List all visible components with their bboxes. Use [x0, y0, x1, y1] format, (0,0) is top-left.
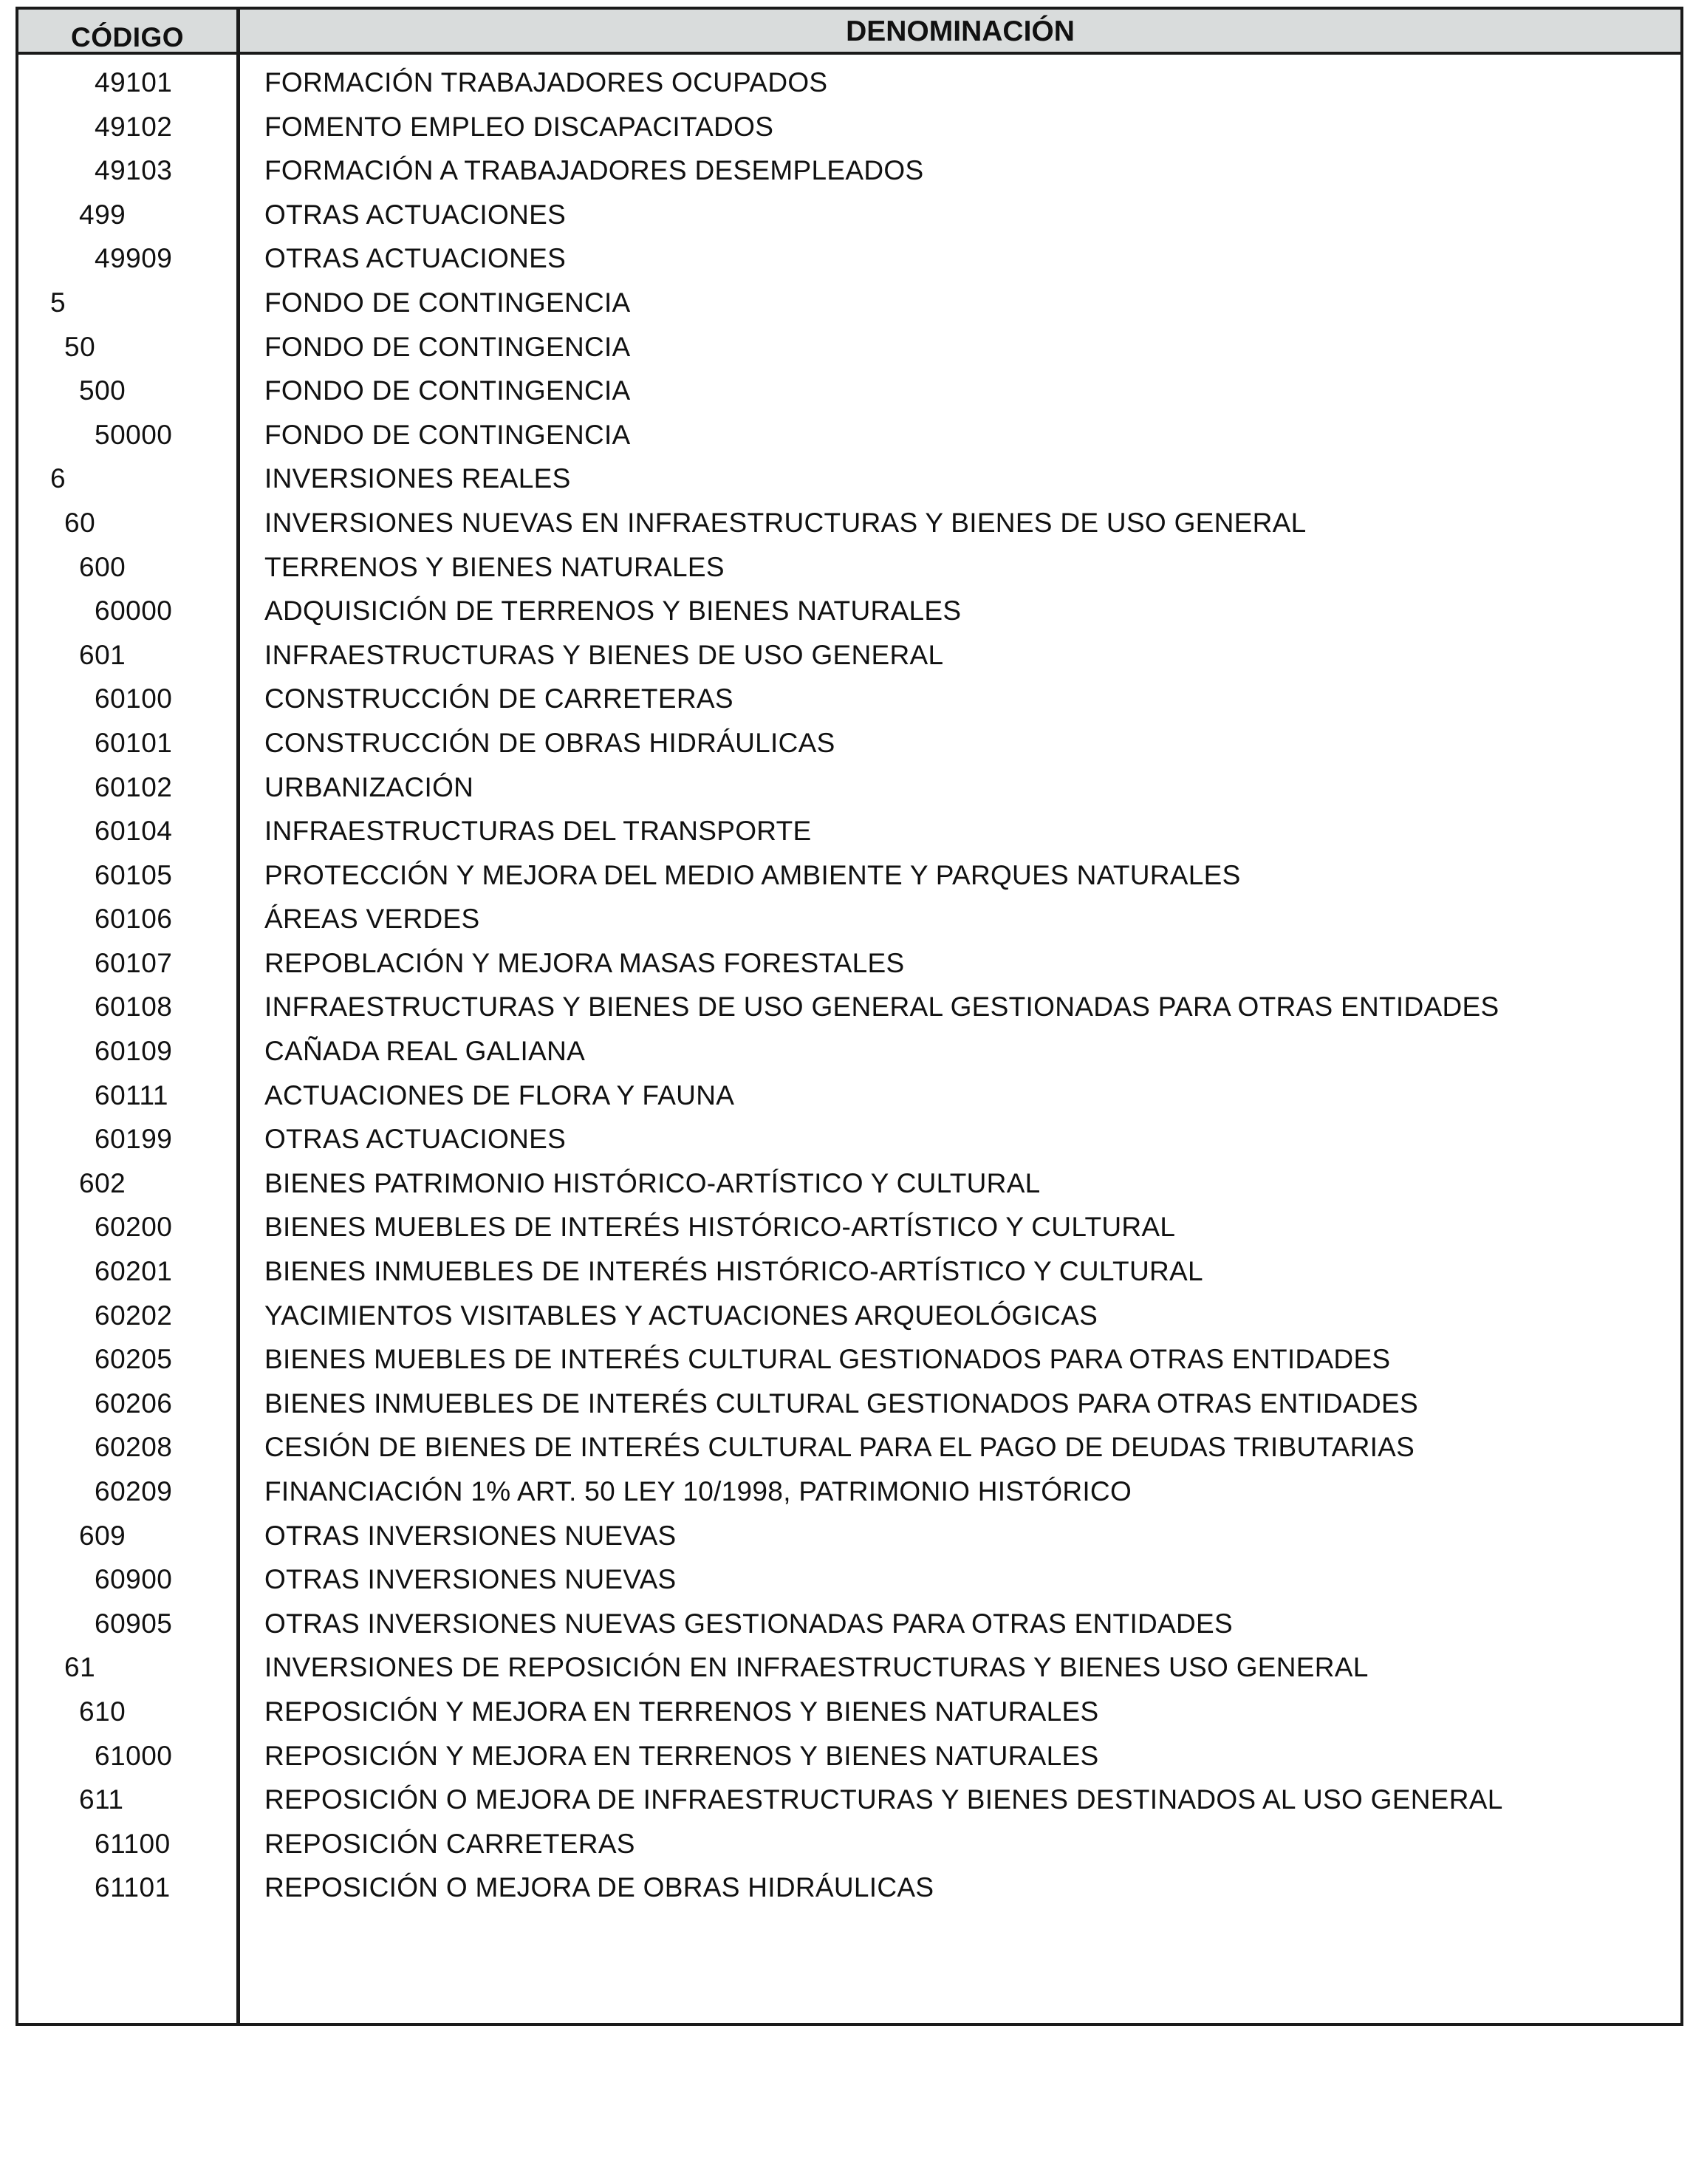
header-name: DENOMINACIÓN	[846, 16, 1075, 47]
row-code: 5	[50, 287, 66, 318]
row-denomination: FINANCIACIÓN 1% ART. 50 LEY 10/1998, PATRIMONIO HISTÓRICO	[264, 1476, 1132, 1506]
table-row	[18, 1639, 1680, 1684]
table-row	[18, 1243, 1680, 1288]
budget-code-table	[16, 7, 1683, 2026]
row-denomination: FORMACIÓN A TRABAJADORES DESEMPLEADOS	[264, 155, 924, 186]
table-row	[18, 1023, 1680, 1068]
table-row	[18, 143, 1680, 187]
row-code: 60106	[95, 904, 173, 935]
row-denomination: REPOSICIÓN O MEJORA DE INFRAESTRUCTURAS Y BIENES DESTINADOS AL USO GENERAL	[264, 1784, 1503, 1815]
row-denomination: PROTECCIÓN Y MEJORA DEL MEDIO AMBIENTE Y PARQUES NATURALES	[264, 859, 1241, 890]
row-denomination: ACTUACIONES DE FLORA Y FAUNA	[264, 1079, 735, 1110]
table-row	[18, 1684, 1680, 1728]
row-code: 60201	[95, 1256, 173, 1287]
table-row	[18, 627, 1680, 672]
row-code: 49102	[95, 111, 173, 142]
row-code: 60209	[95, 1476, 173, 1506]
row-code: 60208	[95, 1432, 173, 1463]
row-code: 60900	[95, 1564, 173, 1595]
table-row	[18, 847, 1680, 892]
row-code: 50000	[95, 419, 173, 450]
table-row	[18, 1860, 1680, 1904]
table-header	[18, 10, 1680, 55]
table-row	[18, 1419, 1680, 1464]
table-row	[18, 451, 1680, 495]
table-row	[18, 363, 1680, 407]
row-code: 60107	[95, 947, 173, 978]
row-denomination: CAÑADA REAL GALIANA	[264, 1036, 586, 1067]
row-denomination: ÁREAS VERDES	[264, 904, 480, 935]
row-denomination: INFRAESTRUCTURAS Y BIENES DE USO GENERAL	[264, 639, 944, 670]
row-code: 60108	[95, 992, 173, 1023]
row-code: 60199	[95, 1124, 173, 1155]
row-code: 60205	[95, 1344, 173, 1375]
table-row	[18, 1376, 1680, 1420]
table-row	[18, 1552, 1680, 1596]
row-denomination: REPOSICIÓN CARRETERAS	[264, 1828, 635, 1859]
table-row	[18, 99, 1680, 143]
row-code: 60206	[95, 1388, 173, 1419]
row-denomination: BIENES INMUEBLES DE INTERÉS HISTÓRICO-ARTÍSTICO Y CULTURAL	[264, 1256, 1203, 1287]
row-code: 60111	[95, 1079, 168, 1110]
row-denomination: FONDO DE CONTINGENCIA	[264, 419, 631, 450]
row-denomination: INVERSIONES DE REPOSICIÓN EN INFRAESTRUCTURAS Y BIENES USO GENERAL	[264, 1652, 1369, 1683]
row-denomination: ADQUISICIÓN DE TERRENOS Y BIENES NATURALES	[264, 596, 962, 627]
row-code: 600	[79, 551, 126, 582]
row-code: 499	[79, 199, 126, 230]
row-code: 61100	[95, 1828, 171, 1859]
row-denomination: REPOBLACIÓN Y MEJORA MASAS FORESTALES	[264, 947, 905, 978]
row-denomination: FOMENTO EMPLEO DISCAPACITADOS	[264, 111, 774, 142]
row-code: 50	[64, 331, 96, 362]
row-denomination: OTRAS INVERSIONES NUEVAS GESTIONADAS PARA OTRAS ENTIDADES	[264, 1608, 1233, 1639]
row-denomination: CESIÓN DE BIENES DE INTERÉS CULTURAL PARA EL PAGO DE DEUDAS TRIBUTARIAS	[264, 1432, 1415, 1463]
row-denomination: BIENES MUEBLES DE INTERÉS HISTÓRICO-ARTÍSTICO Y CULTURAL	[264, 1212, 1176, 1243]
row-code: 49909	[95, 243, 173, 274]
row-denomination: OTRAS INVERSIONES NUEVAS	[264, 1564, 677, 1595]
row-denomination: TERRENOS Y BIENES NATURALES	[264, 551, 725, 582]
row-code: 611	[79, 1784, 124, 1815]
row-denomination: REPOSICIÓN Y MEJORA EN TERRENOS Y BIENES NATURALES	[264, 1696, 1099, 1727]
row-denomination: BIENES PATRIMONIO HISTÓRICO-ARTÍSTICO Y CULTURAL	[264, 1167, 1041, 1198]
row-denomination: OTRAS ACTUACIONES	[264, 199, 567, 230]
row-denomination: CONSTRUCCIÓN DE OBRAS HIDRÁULICAS	[264, 727, 835, 758]
table-row	[18, 539, 1680, 584]
row-denomination: OTRAS ACTUACIONES	[264, 243, 567, 274]
row-code: 60105	[95, 859, 173, 890]
table-row	[18, 55, 1680, 99]
row-denomination: FONDO DE CONTINGENCIA	[264, 331, 631, 362]
row-denomination: FORMACIÓN TRABAJADORES OCUPADOS	[264, 67, 828, 98]
row-denomination: OTRAS INVERSIONES NUEVAS	[264, 1520, 677, 1551]
table-row	[18, 583, 1680, 627]
table-row	[18, 1816, 1680, 1860]
table-body	[18, 55, 1680, 1904]
table-row	[18, 715, 1680, 760]
row-code: 60102	[95, 771, 173, 802]
table-row	[18, 891, 1680, 935]
row-denomination: REPOSICIÓN Y MEJORA EN TERRENOS Y BIENES NATURALES	[264, 1740, 1099, 1771]
row-code: 60	[64, 507, 96, 538]
row-code: 602	[79, 1167, 126, 1198]
table-row	[18, 231, 1680, 275]
row-code: 60104	[95, 816, 173, 847]
header-code: CÓDIGO	[70, 22, 185, 52]
row-code: 60100	[95, 683, 173, 714]
row-code: 60202	[95, 1300, 173, 1331]
row-denomination: BIENES INMUEBLES DE INTERÉS CULTURAL GESTIONADOS PARA OTRAS ENTIDADES	[264, 1388, 1418, 1419]
table-row	[18, 495, 1680, 539]
table-row	[18, 979, 1680, 1023]
table-row	[18, 1331, 1680, 1376]
table-row	[18, 1772, 1680, 1816]
table-row	[18, 935, 1680, 980]
table-row	[18, 187, 1680, 231]
row-code: 60101	[95, 727, 173, 758]
table-row	[18, 671, 1680, 715]
row-denomination: FONDO DE CONTINGENCIA	[264, 287, 631, 318]
table-row	[18, 1508, 1680, 1552]
row-code: 49103	[95, 155, 173, 186]
row-denomination: URBANIZACIÓN	[264, 771, 474, 802]
row-denomination: INVERSIONES NUEVAS EN INFRAESTRUCTURAS Y BIENES DE USO GENERAL	[264, 507, 1307, 538]
row-denomination: INFRAESTRUCTURAS Y BIENES DE USO GENERAL GESTIONADAS PARA OTRAS ENTIDADES	[264, 992, 1499, 1023]
table-row	[18, 275, 1680, 319]
table-row	[18, 1596, 1680, 1640]
row-code: 6	[50, 463, 66, 494]
row-code: 60109	[95, 1036, 173, 1067]
table-row	[18, 1068, 1680, 1112]
row-denomination: OTRAS ACTUACIONES	[264, 1124, 567, 1155]
row-denomination: CONSTRUCCIÓN DE CARRETERAS	[264, 683, 733, 714]
table-row	[18, 407, 1680, 451]
table-row	[18, 1464, 1680, 1508]
row-code: 60200	[95, 1212, 173, 1243]
row-denomination: INVERSIONES REALES	[264, 463, 571, 494]
row-denomination: BIENES MUEBLES DE INTERÉS CULTURAL GESTIONADOS PARA OTRAS ENTIDADES	[264, 1344, 1391, 1375]
table-row	[18, 1728, 1680, 1772]
row-code: 49101	[95, 67, 173, 98]
row-denomination: REPOSICIÓN O MEJORA DE OBRAS HIDRÁULICAS	[264, 1872, 934, 1903]
row-denomination: YACIMIENTOS VISITABLES Y ACTUACIONES ARQUEOLÓGICAS	[264, 1300, 1098, 1331]
row-code: 60905	[95, 1608, 173, 1639]
row-code: 601	[79, 639, 126, 670]
row-code: 60000	[95, 596, 173, 627]
row-code: 500	[79, 375, 126, 406]
table-row	[18, 1199, 1680, 1243]
table-row	[18, 319, 1680, 364]
row-code: 610	[79, 1696, 126, 1727]
table-row	[18, 803, 1680, 847]
row-code: 61	[64, 1652, 96, 1683]
row-denomination: FONDO DE CONTINGENCIA	[264, 375, 631, 406]
row-code: 61101	[95, 1872, 171, 1903]
row-denomination: INFRAESTRUCTURAS DEL TRANSPORTE	[264, 816, 812, 847]
table-row	[18, 1156, 1680, 1200]
row-code: 609	[79, 1520, 126, 1551]
row-code: 61000	[95, 1740, 173, 1771]
table-row	[18, 1288, 1680, 1332]
table-row	[18, 1111, 1680, 1156]
table-row	[18, 760, 1680, 804]
